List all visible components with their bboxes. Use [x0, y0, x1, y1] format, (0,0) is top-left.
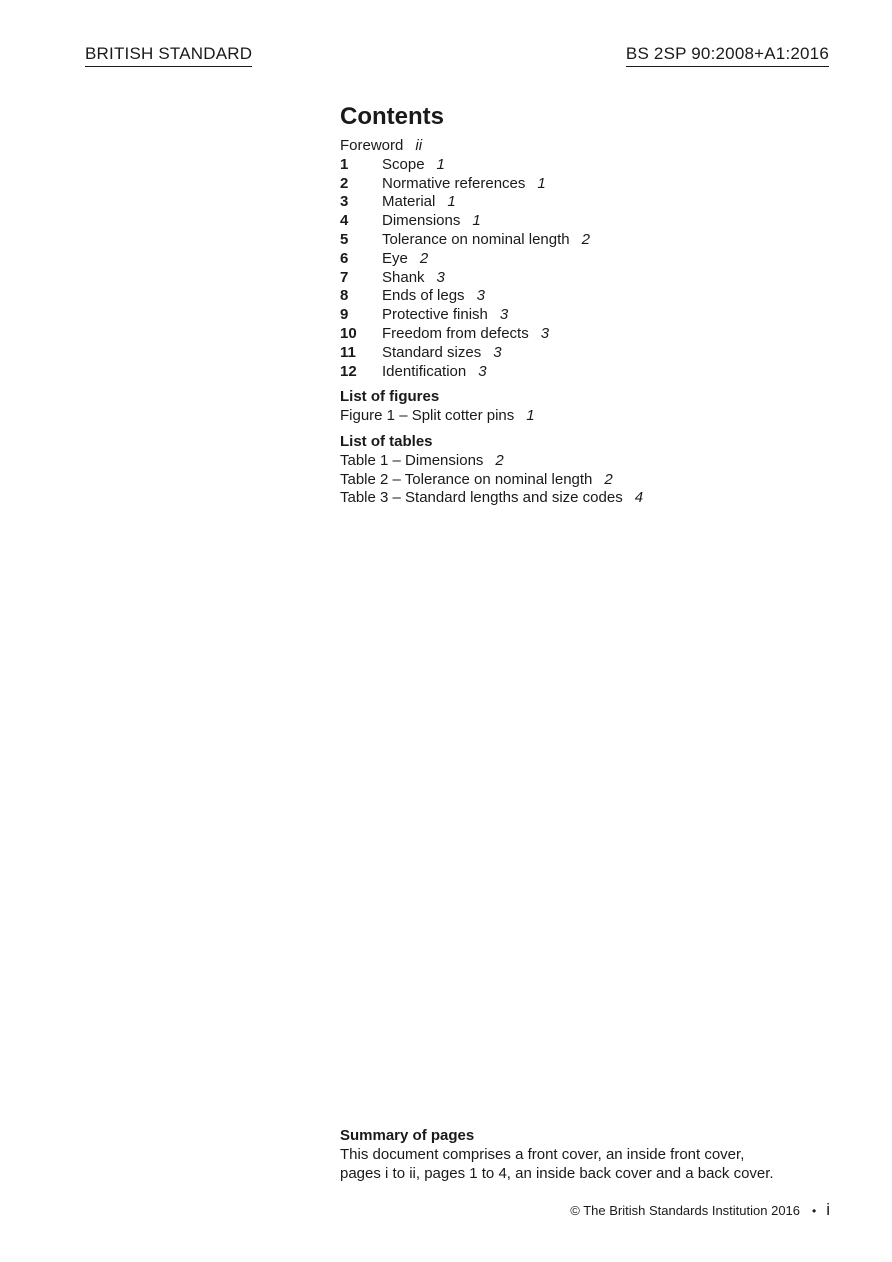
- toc-entry-page: 2: [419, 249, 429, 267]
- toc-entry-label: Protective finish: [382, 306, 488, 324]
- figure-entry-page: 1: [526, 407, 535, 425]
- toc-entry-page: 1: [436, 155, 445, 173]
- toc-entry[interactable]: [340, 231, 840, 250]
- toc-entry[interactable]: [340, 212, 840, 231]
- table-entry[interactable]: [340, 452, 840, 471]
- copyright-notice: © The British Standards Institution 2016: [570, 1203, 801, 1218]
- header-document-type: BRITISH STANDARD: [85, 44, 252, 67]
- toc-entry-label: Normative references: [382, 174, 526, 192]
- toc-entry-number: 1: [340, 155, 349, 173]
- summary-of-pages: [340, 1126, 840, 1183]
- toc-entry[interactable]: [340, 363, 840, 382]
- table-entry-page: 4: [634, 489, 644, 507]
- summary-text-line: This document comprises a front cover, an inside front cover,: [340, 1146, 745, 1163]
- bullet-separator: •: [812, 1204, 817, 1218]
- table-entry-label: Table 1 – Dimensions: [340, 451, 484, 469]
- toc-entry-page: 3: [540, 324, 550, 342]
- list-of-figures-heading: List of figures: [340, 388, 440, 406]
- table-entry[interactable]: [340, 489, 840, 508]
- toc-entry-number: 10: [340, 324, 357, 342]
- table-entry-label: Table 2 – Tolerance on nominal length: [340, 470, 593, 488]
- table-entry-page: 2: [495, 451, 504, 469]
- toc-entry-page: 1: [472, 212, 481, 230]
- toc-entry-number: 9: [340, 306, 349, 324]
- toc-entry-number: 7: [340, 268, 349, 286]
- toc-entry-number: 11: [340, 343, 356, 361]
- toc-clause-list: [340, 156, 840, 382]
- toc-entry-page: 3: [436, 268, 445, 286]
- page-footer: [570, 1201, 830, 1220]
- toc-entry-number: 8: [340, 287, 349, 305]
- table-entry-label: Table 3 – Standard lengths and size codes: [340, 489, 623, 507]
- summary-heading: Summary of pages: [340, 1127, 475, 1144]
- toc-entry-label: Material: [382, 193, 436, 211]
- toc-entry-page: 3: [499, 306, 509, 324]
- toc-entry-label: Ends of legs: [382, 287, 465, 305]
- toc-entry-label: Identification: [382, 362, 467, 380]
- toc-entry[interactable]: [340, 175, 840, 194]
- toc-entry-label: Freedom from defects: [382, 324, 529, 342]
- toc-entry-page: 2: [581, 230, 590, 248]
- toc-entry-page: 3: [476, 287, 485, 305]
- page-number: i: [826, 1200, 830, 1219]
- toc-entry-page: 3: [478, 362, 487, 380]
- toc-entry-label: Foreword: [340, 137, 404, 154]
- toc-entry-foreword[interactable]: [340, 137, 840, 156]
- table-entry-page: 2: [604, 470, 613, 488]
- summary-text-line: pages i to ii, pages 1 to 4, an inside back cover and a back cover.: [340, 1165, 774, 1182]
- toc-entry[interactable]: [340, 306, 840, 325]
- toc-entry-label: Tolerance on nominal length: [382, 230, 570, 248]
- toc-entry-number: 12: [340, 362, 357, 380]
- toc-entry[interactable]: [340, 287, 840, 306]
- toc-entry[interactable]: [340, 250, 840, 269]
- toc-entry-label: Standard sizes: [382, 343, 482, 361]
- contents-section: [340, 102, 840, 508]
- toc-entry[interactable]: [340, 325, 840, 344]
- toc-entry-number: 6: [340, 249, 349, 267]
- toc-entry-number: 4: [340, 212, 349, 230]
- table-entry[interactable]: [340, 471, 840, 490]
- toc-entry[interactable]: [340, 156, 840, 175]
- toc-entry-page: 1: [537, 174, 546, 192]
- figure-entry[interactable]: [340, 407, 840, 426]
- toc-entry-page: 1: [447, 193, 456, 211]
- toc-entry[interactable]: [340, 193, 840, 212]
- list-of-tables-heading: List of tables: [340, 432, 433, 450]
- toc-entry-label: Scope: [382, 155, 425, 173]
- toc-entry[interactable]: [340, 344, 840, 363]
- header-standard-number: BS 2SP 90:2008+A1:2016: [626, 44, 829, 67]
- figure-entry-label: Figure 1 – Split cotter pins: [340, 407, 515, 425]
- contents-title: Contents: [340, 103, 444, 130]
- toc-entry-page: ii: [415, 137, 423, 154]
- toc-entry-number: 3: [340, 193, 349, 211]
- toc-entry-number: 5: [340, 230, 349, 248]
- toc-entry-label: Eye: [382, 249, 408, 267]
- toc-entry-page: 3: [493, 343, 502, 361]
- toc-entry[interactable]: [340, 269, 840, 288]
- toc-entry-label: Shank: [382, 268, 425, 286]
- toc-entry-number: 2: [340, 174, 349, 192]
- toc-entry-label: Dimensions: [382, 212, 461, 230]
